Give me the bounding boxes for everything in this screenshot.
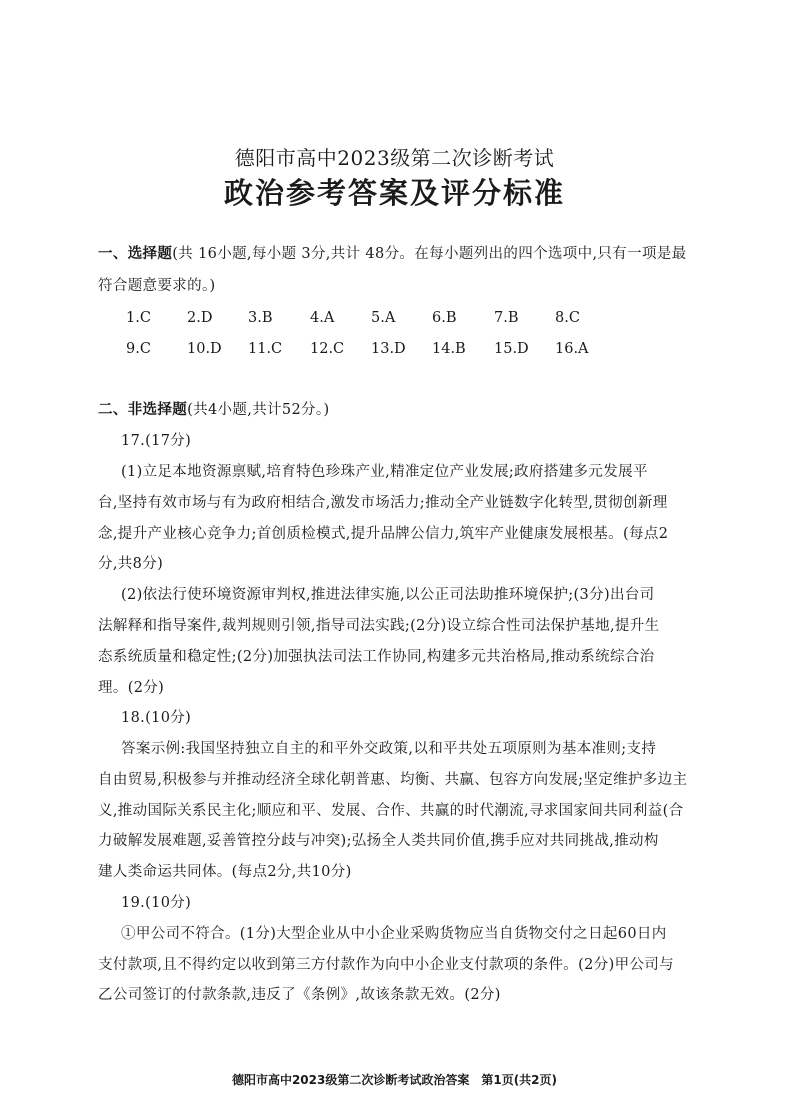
- answer-item: 12.C: [310, 341, 345, 357]
- q19-text-line: 乙公司签订的付款条款,违反了《条例》,故该条款无效。(2分): [98, 987, 501, 1003]
- answer-item: 8.C: [555, 310, 580, 326]
- answer-item: 10.D: [187, 341, 222, 357]
- section2-intro: [98, 400, 698, 420]
- answer-item: 6.B: [432, 310, 457, 326]
- answer-item: 4.A: [310, 310, 335, 326]
- answer-item: 7.B: [494, 310, 519, 326]
- section1-desc-cont: 符合题意要求的。): [98, 278, 216, 294]
- q18-text-line: 力破解发展难题,妥善管控分歧与冲突);弘扬全人类共同价值,携手应对共同挑战,推动构: [98, 833, 659, 849]
- answer-item: 14.B: [432, 341, 466, 357]
- q18-text-line: 义,推动国际关系民主化;顺应和平、发展、合作、共赢的时代潮流,寻求国家间共同利益(合: [98, 803, 684, 819]
- q18-text-line: 自由贸易,积极参与并推动经济全球化朝普惠、均衡、共赢、包容方向发展;坚定维护多边主: [98, 772, 688, 788]
- q17-text-line: 法解释和指导案件,裁判规则引领,指导司法实践;(2分)设立综合性司法保护基地,提升生: [98, 618, 660, 634]
- answer-item: 1.C: [126, 310, 151, 326]
- q17-text-line: (1)立足本地资源禀赋,培育特色珍珠产业,精准定位产业发展;政府搭建多元发展平: [121, 464, 648, 480]
- section2-desc: (共4小题,共计52分。): [187, 402, 330, 418]
- q18-text-line: 建人类命运共同体。(每点2分,共10分): [98, 864, 352, 880]
- answer-item: 16.A: [555, 341, 589, 357]
- q19-text-line: 支付款项,且不得约定以收到第三方付款作为向中小企业支付款项的条件。(2分)甲公司与: [98, 957, 674, 973]
- answer-item: 5.A: [371, 310, 396, 326]
- question-18-label: 18.(10分): [121, 710, 192, 726]
- section1-heading: 一、选择题: [98, 246, 173, 262]
- page-footer: 德阳市高中2023级第二次诊断考试政治答案 第1页(共2页): [231, 1073, 558, 1087]
- q17-text-line: 分,共8分): [98, 556, 164, 572]
- answer-item: 11.C: [248, 341, 283, 357]
- answer-item: 3.B: [248, 310, 273, 326]
- q17-text-line: 理。(2分): [98, 680, 165, 696]
- q17-text-line: 台,坚持有效市场与有为政府相结合,激发市场活力;推动全产业链数字化转型,贯彻创新理: [98, 495, 668, 511]
- answer-item: 15.D: [494, 341, 529, 357]
- section2-heading: 二、非选择题: [98, 402, 188, 418]
- section1-desc: (共 16小题,每小题 3分,共计 48分。在每小题列出的四个选项中,只有一项是最: [172, 246, 687, 262]
- q18-text-line: 答案示例:我国坚持独立自主的和平外交政策,以和平共处五项原则为基本准则;支持: [121, 741, 657, 757]
- exam-title: 德阳市高中2023级第二次诊断考试: [234, 146, 555, 170]
- answer-item: 13.D: [371, 341, 406, 357]
- q17-text-line: 念,提升产业核心竞争力;首创质检模式,提升品牌公信力,筑牢产业健康发展根基。(每点2: [98, 526, 669, 542]
- answer-item: 2.D: [187, 310, 213, 326]
- q17-text-line: 态系统质量和稳定性;(2分)加强执法司法工作协同,构建多元共治格局,推动系统综合治: [98, 649, 655, 665]
- question-19-label: 19.(10分): [121, 895, 192, 911]
- question-17-label: 17.(17分): [121, 433, 192, 449]
- answer-item: 9.C: [126, 341, 151, 357]
- section1-intro: [98, 244, 698, 264]
- q17-text-line: (2)依法行使环境资源审判权,推进法律实施,以公正司法助推环境保护;(3分)出台司: [121, 587, 655, 603]
- answer-key-title: 政治参考答案及评分标准: [223, 176, 565, 210]
- q19-text-line: ①甲公司不符合。(1分)大型企业从中小企业采购货物应当自货物交付之日起60日内: [121, 926, 667, 942]
